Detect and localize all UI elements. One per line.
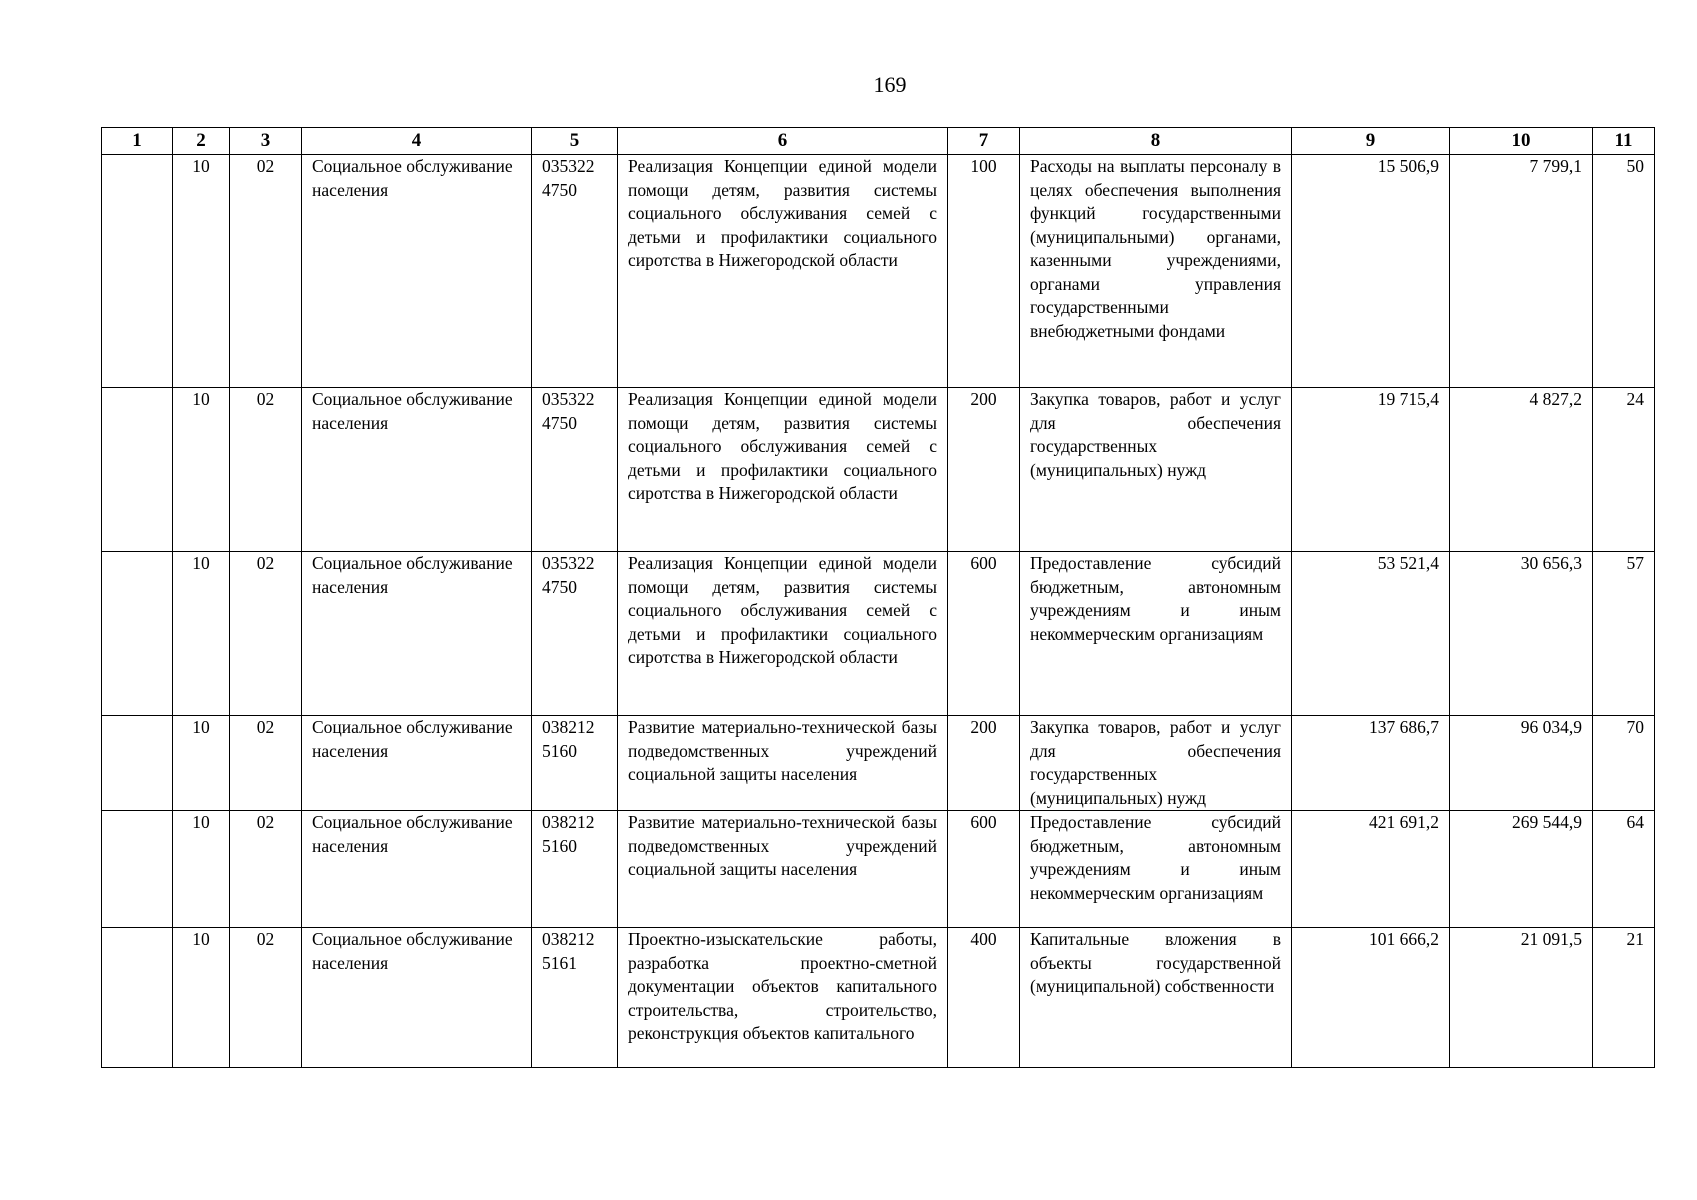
cell-target-name: Развитие материально-технической базы подведомственных учреждений социальной защиты населения — [618, 716, 948, 811]
cell-expense-type: 200 — [948, 716, 1020, 811]
column-header: 2 — [173, 128, 230, 155]
cell-col1 — [102, 552, 173, 716]
page-number: 169 — [873, 72, 907, 97]
target-code-part1: 038212 — [542, 929, 595, 949]
target-code-part2: 4750 — [542, 412, 577, 433]
cell-target-code — [532, 716, 618, 811]
cell-target-code — [532, 155, 618, 388]
cell-col1 — [102, 716, 173, 811]
target-code-part1: 035322 — [542, 553, 595, 573]
cell-target-name: Реализация Концепции единой модели помощи детям, развития системы социального обслуживания семей с детьми и профилактики социального сиротства в Нижегородской области — [618, 552, 948, 716]
cell-plan-amount: 53 521,4 — [1292, 552, 1450, 716]
cell-subsection: 02 — [230, 388, 302, 552]
cell-target-name — [618, 928, 948, 1068]
cell-expense-type-name: Закупка товаров, работ и услуг для обеспечения государственных (муниципальных) нужд — [1020, 716, 1292, 811]
cell-col1 — [102, 928, 173, 1068]
target-code-part1: 035322 — [542, 389, 595, 409]
cell-subsection-name: Социальное обслуживание населения — [302, 811, 532, 928]
cell-plan-amount: 15 506,9 — [1292, 155, 1450, 388]
column-header: 7 — [948, 128, 1020, 155]
cell-target-code — [532, 928, 618, 1068]
table-row — [102, 716, 1655, 811]
cell-target-code — [532, 388, 618, 552]
table-row — [102, 388, 1655, 552]
budget-table — [101, 127, 1655, 1068]
cell-section: 10 — [173, 388, 230, 552]
column-header: 5 — [532, 128, 618, 155]
cell-actual-amount: 30 656,3 — [1450, 552, 1593, 716]
cell-actual-amount: 7 799,1 — [1450, 155, 1593, 388]
cell-percent: 21 — [1593, 928, 1655, 1068]
cell-section: 10 — [173, 811, 230, 928]
target-name-text: Проектно-изыскательские работы, разработка проектно-сметной документации объектов капитального строительства, строительство, реконструкция объектов капитального — [628, 929, 937, 1043]
cell-subsection-name: Социальное обслуживание населения — [302, 388, 532, 552]
cell-expense-type-name: Предоставление субсидий бюджетным, автономным учреждениям и иным некоммерческим организациям — [1020, 811, 1292, 928]
cell-expense-type: 100 — [948, 155, 1020, 388]
cell-percent: 64 — [1593, 811, 1655, 928]
cell-section: 10 — [173, 928, 230, 1068]
cell-subsection: 02 — [230, 552, 302, 716]
cell-subsection-name: Социальное обслуживание населения — [302, 155, 532, 388]
cell-target-name: Реализация Концепции единой модели помощи детям, развития системы социального обслуживания семей с детьми и профилактики социального сиротства в Нижегородской области — [618, 155, 948, 388]
cell-target-code — [532, 552, 618, 716]
cell-subsection: 02 — [230, 928, 302, 1068]
column-header: 8 — [1020, 128, 1292, 155]
cell-col1 — [102, 811, 173, 928]
column-header: 3 — [230, 128, 302, 155]
table-row — [102, 155, 1655, 388]
column-header: 6 — [618, 128, 948, 155]
table-row — [102, 552, 1655, 716]
cell-section: 10 — [173, 155, 230, 388]
target-code-part1: 038212 — [542, 812, 595, 832]
cell-plan-amount: 101 666,2 — [1292, 928, 1450, 1068]
cell-target-name: Развитие материально-технической базы подведомственных учреждений социальной защиты населения — [618, 811, 948, 928]
cell-percent: 57 — [1593, 552, 1655, 716]
target-code-part1: 038212 — [542, 717, 595, 737]
cell-section: 10 — [173, 716, 230, 811]
cell-subsection-name: Социальное обслуживание населения — [302, 552, 532, 716]
cell-col1 — [102, 155, 173, 388]
target-code-part2: 5161 — [542, 952, 577, 973]
target-code-part2: 5160 — [542, 835, 577, 856]
cell-expense-type: 600 — [948, 552, 1020, 716]
column-header: 10 — [1450, 128, 1593, 155]
cell-plan-amount: 19 715,4 — [1292, 388, 1450, 552]
cell-percent: 70 — [1593, 716, 1655, 811]
cell-expense-type-name: Предоставление субсидий бюджетным, автономным учреждениям и иным некоммерческим организациям — [1020, 552, 1292, 716]
column-header: 1 — [102, 128, 173, 155]
column-header: 4 — [302, 128, 532, 155]
cell-target-name: Реализация Концепции единой модели помощи детям, развития системы социального обслуживания семей с детьми и профилактики социального сиротства в Нижегородской области — [618, 388, 948, 552]
cell-section: 10 — [173, 552, 230, 716]
cell-expense-type: 600 — [948, 811, 1020, 928]
target-code-part2: 4750 — [542, 179, 577, 200]
cell-subsection: 02 — [230, 155, 302, 388]
cell-subsection: 02 — [230, 811, 302, 928]
cell-expense-type-name: Расходы на выплаты персоналу в целях обеспечения выполнения функций государственными (муниципальными) органами, казенными учреждениями, органами управления государственными внебюджетными фондами — [1020, 155, 1292, 388]
cell-plan-amount: 137 686,7 — [1292, 716, 1450, 811]
cell-subsection-name: Социальное обслуживание населения — [302, 716, 532, 811]
cell-expense-type: 400 — [948, 928, 1020, 1068]
cell-expense-type-name: Закупка товаров, работ и услуг для обеспечения государственных (муниципальных) нужд — [1020, 388, 1292, 552]
target-code-part2: 4750 — [542, 576, 577, 597]
cell-col1 — [102, 388, 173, 552]
column-header: 9 — [1292, 128, 1450, 155]
cell-expense-type: 200 — [948, 388, 1020, 552]
header-row — [102, 128, 1655, 155]
cell-subsection: 02 — [230, 716, 302, 811]
cell-actual-amount: 21 091,5 — [1450, 928, 1593, 1068]
column-header: 11 — [1593, 128, 1655, 155]
table-row — [102, 928, 1655, 1068]
cell-subsection-name: Социальное обслуживание населения — [302, 928, 532, 1068]
cell-percent: 50 — [1593, 155, 1655, 388]
table-row — [102, 811, 1655, 928]
cell-actual-amount: 269 544,9 — [1450, 811, 1593, 928]
cell-plan-amount: 421 691,2 — [1292, 811, 1450, 928]
cell-percent: 24 — [1593, 388, 1655, 552]
target-code-part1: 035322 — [542, 156, 595, 176]
cell-expense-type-name: Капитальные вложения в объекты государственной (муниципальной) собственности — [1020, 928, 1292, 1068]
cell-actual-amount: 4 827,2 — [1450, 388, 1593, 552]
target-code-part2: 5160 — [542, 740, 577, 761]
cell-actual-amount: 96 034,9 — [1450, 716, 1593, 811]
cell-target-code — [532, 811, 618, 928]
